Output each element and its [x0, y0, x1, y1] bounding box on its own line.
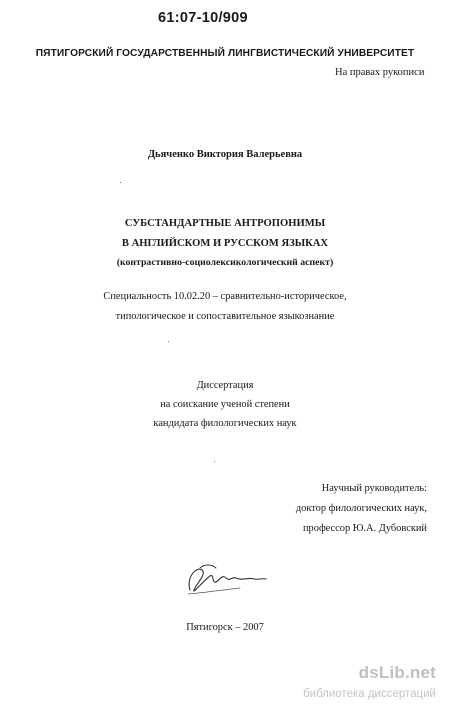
watermark-logo: dsLib.net	[358, 663, 436, 682]
rights-note: На правах рукописи	[335, 67, 425, 78]
supervisor-line-3: профессор Ю.А. Дубовский	[303, 523, 427, 534]
scan-speck	[120, 182, 121, 183]
specialty-line-1: Специальность 10.02.20 – сравнительно-историческое,	[103, 291, 347, 302]
title-line-1: СУБСТАНДАРТНЫЕ АНТРОПОНИМЫ	[124, 218, 326, 229]
dissertation-line-1: Диссертация	[196, 380, 254, 391]
dissertation-line-2: на соискание ученой степени	[160, 399, 290, 410]
catalog-code: 61:07-10/909	[158, 10, 248, 26]
scan-speck	[214, 461, 215, 462]
title-line-2: В АНГЛИЙСКОМ И РУССКОМ ЯЗЫКАХ	[121, 238, 329, 249]
title-subtitle: (контрастивно-социолексикологический аспект)	[116, 257, 334, 268]
city-year: Пятигорск – 2007	[186, 622, 264, 633]
watermark-subtitle: библиотека диссертаций	[303, 688, 436, 700]
specialty-line-2: типологическое и сопоставительное языкознание	[115, 311, 335, 322]
supervisor-line-1: Научный руководитель:	[321, 483, 427, 494]
university-name: ПЯТИГОРСКИЙ ГОСУДАРСТВЕННЫЙ ЛИНГВИСТИЧЕСКИЙ УНИВЕРСИТЕТ	[35, 48, 415, 59]
author-name: Дьяченко Виктория Валерьевна	[147, 149, 303, 160]
handwritten-signature	[182, 560, 272, 600]
dissertation-line-3: кандидата филологических наук	[153, 418, 297, 429]
supervisor-line-2: доктор филологических наук,	[295, 503, 427, 514]
scan-speck	[168, 341, 169, 342]
